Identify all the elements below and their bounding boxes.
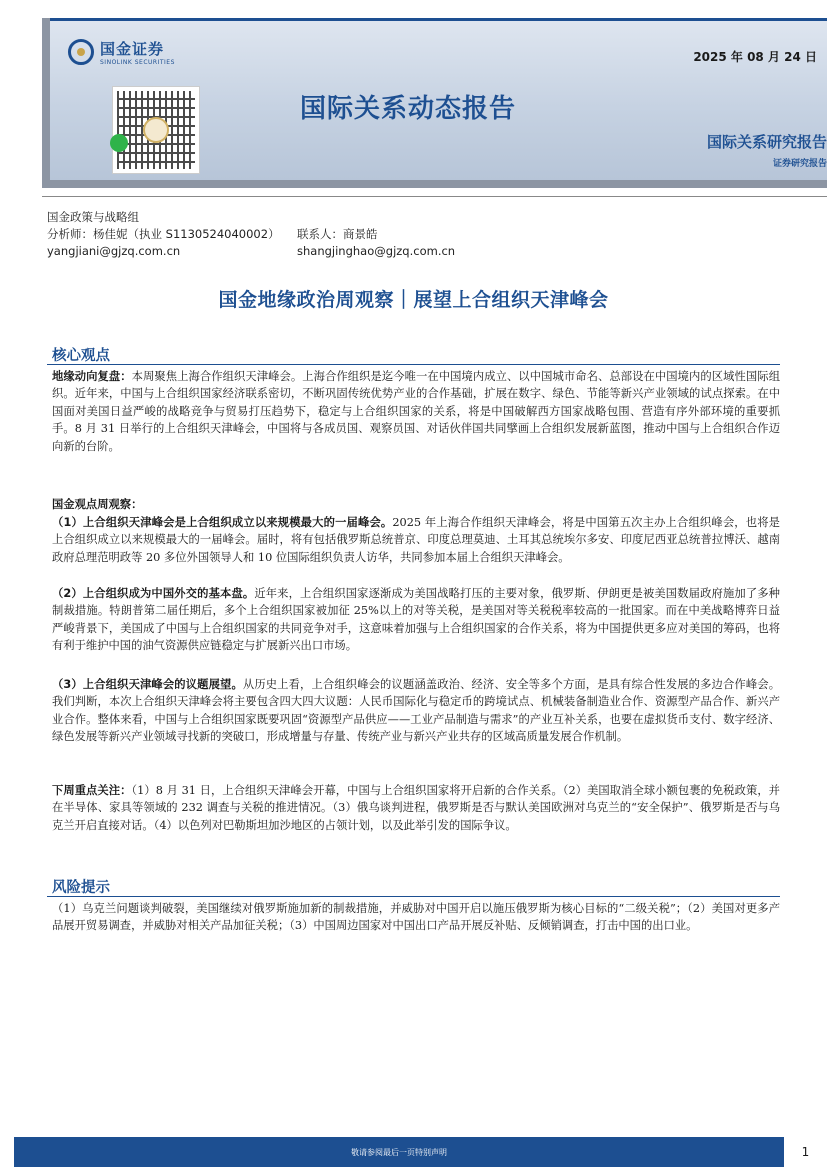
page-footer xyxy=(14,1137,827,1167)
divider xyxy=(42,196,827,197)
obs-point-2-body: 近年来，上合组织国家逐渐成为美国战略打压的主要对象，俄罗斯、伊朗更是被美国数届政府施加了多种制裁措施。特朗普第二届任期后，多个上合组织国家被加征 25%以上的对等关税，是美国对等关税税率较高的一批国家。而在中美战略博弈日益严峻背景下，美国成了中国与上合组织国家的共同竞争对手，这意味着加强与上合组织国家的合作关系，将为中国提供更多应对美国的筹码，也将有利于维护中国的油气资源供应链稳定与扩展新兴出口市场。 xyxy=(52,587,780,653)
dept-title: 国际关系研究报告 xyxy=(706,133,827,151)
obs-point-2-lead: （2）上合组织成为中国外交的基本盘。 xyxy=(52,587,255,600)
logo-icon xyxy=(68,39,94,65)
risk-paragraph: （1）乌克兰问题谈判破裂，美国继续对俄罗斯施加新的制裁措施，并威胁对中国开启以施压俄罗斯为核心目标的“二级关税”；（2）美国对更多产品展开贸易调查，并威胁对相关产品加征关税；（3）中国周边国家对中国出口产品开展反补贴、反倾销调查，打击中国的出口业。 xyxy=(52,902,780,933)
contact-line: 联系人：商景皓 xyxy=(297,227,378,241)
banner-stripe xyxy=(50,18,827,21)
obs-point-1 xyxy=(52,514,780,566)
analyst-email[interactable]: yangjiani@gjzq.com.cn xyxy=(47,244,181,258)
geo-review-body: 本周聚焦上海合作组织天津峰会。上海合作组织是迄今唯一在中国境内成立、以中国城市命名、总部设在中国境内的区域性国际组织。近年来，中国与上合组织国家经济联系密切，不断巩固传统优势产业的合作基础，扩展在数字、绿色、节能等新兴产业领域的试点探索。在中国面对美国日益严峻的战略竞争与贸易打压趋势下，稳定与上合组织国家的关系，将是中国破解西方国家战略包围、营造有序外部环境的重要抓手。8 月 31 日举行的上合组织天津峰会，中国将与各成员国、观察员国、对话伙伴国共同擘画上合组织发展新蓝图，推动中国与上合组织合作迈向新的台阶。 xyxy=(52,370,780,453)
report-title: 国金地缘政治周观察｜展望上合组织天津峰会 xyxy=(218,289,609,311)
next-week-lead: 下周重点关注： xyxy=(52,784,132,797)
obs-point-3 xyxy=(52,676,780,746)
wechat-icon xyxy=(110,134,128,152)
obs-point-1-body: 2025 年上海合作组织天津峰会，将是中国第五次主办上合组织峰会，也将是上合组织成立以来规模最大的一届峰会。届时，将有包括俄罗斯总统普京、印度总理莫迪、土耳其总统埃尔多安、印度尼西亚总统普拉博沃、越南政府总理范明政等 20 多位外国领导人和 10 位国际组织负责人访华，共同参加本届上合组织天津峰会。 xyxy=(52,516,780,564)
footer-disclaimer[interactable]: 敬请参阅最后一页特别声明 xyxy=(351,1147,447,1157)
next-week-body: （1）8 月 31 日，上合组织天津峰会开幕，中国与上合组织国家将开启新的合作关系。（2）美国取消全球小额包裹的免税政策，并在半导体、家具等领域的 232 调查与关税的推进情况。（3）俄乌谈判进程，俄罗斯是否与默认美国欧洲对乌克兰的“安全保护”、俄罗斯是否与乌克兰开启直接对话。（4）以色列对巴勒斯坦加沙地区的占领计划，以及此举引发的国际争议。 xyxy=(52,784,780,832)
report-type: 国际关系动态报告 xyxy=(300,94,517,124)
team-name: 国金政策与战略组 xyxy=(47,210,139,224)
core-heading: 核心观点 xyxy=(52,348,110,364)
obs-point-3-body: 从历史上看，上合组织峰会的议题涵盖政治、经济、安全等多个方面，是具有综合性发展的多边合作峰会。我们判断，本次上合组织天津峰会将主要包含四大四大议题：人民币国际化与稳定币的跨境试点、机械装备制造业合作、资源型产品合作、新兴产业合作。整体来看，中国与上合组织国家既要巩固“资源型产品供应——工业产品制造与需求”的产业互补关系，也要在虚拟货币支付、数字经济、绿色发展等新兴产业领域寻找新的突破口，形成增量与存量、传统产业与新兴产业共存的区域高质量发展合作机制。 xyxy=(52,678,780,744)
brand-logo xyxy=(68,38,175,66)
brand-name-en: SINOLINK SECURITIES xyxy=(100,59,175,66)
qr-code-icon xyxy=(112,86,200,174)
geo-review-paragraph xyxy=(52,368,780,455)
risk-heading: 风险提示 xyxy=(52,880,110,896)
obs-point-1-lead: （1）上合组织天津峰会是上合组织成立以来规模最大的一届峰会。 xyxy=(52,516,393,529)
next-week-paragraph xyxy=(52,782,780,834)
obs-title: 国金观点周观察： xyxy=(52,498,143,511)
obs-point-2 xyxy=(52,585,780,655)
analyst-line: 分析师：杨佳妮（执业 S1130524040002） xyxy=(47,227,280,241)
dept-subtitle: 证券研究报告 xyxy=(772,159,827,169)
qr-logo-icon xyxy=(143,117,169,143)
report-banner xyxy=(50,18,827,180)
contact-email[interactable]: shangjinghao@gjzq.com.cn xyxy=(297,244,456,258)
brand-name: 国金证券 xyxy=(100,40,165,58)
geo-review-lead: 地缘动向复盘： xyxy=(52,370,132,383)
obs-point-3-lead: （3）上合组织天津峰会的议题展望。 xyxy=(52,678,243,691)
footer-bar xyxy=(14,1137,784,1167)
section-divider xyxy=(47,896,780,897)
report-date: 2025 年 08 月 24 日 xyxy=(693,50,817,64)
section-divider xyxy=(47,364,780,365)
page-number: 1 xyxy=(801,1145,810,1159)
analyst-block xyxy=(47,209,455,260)
